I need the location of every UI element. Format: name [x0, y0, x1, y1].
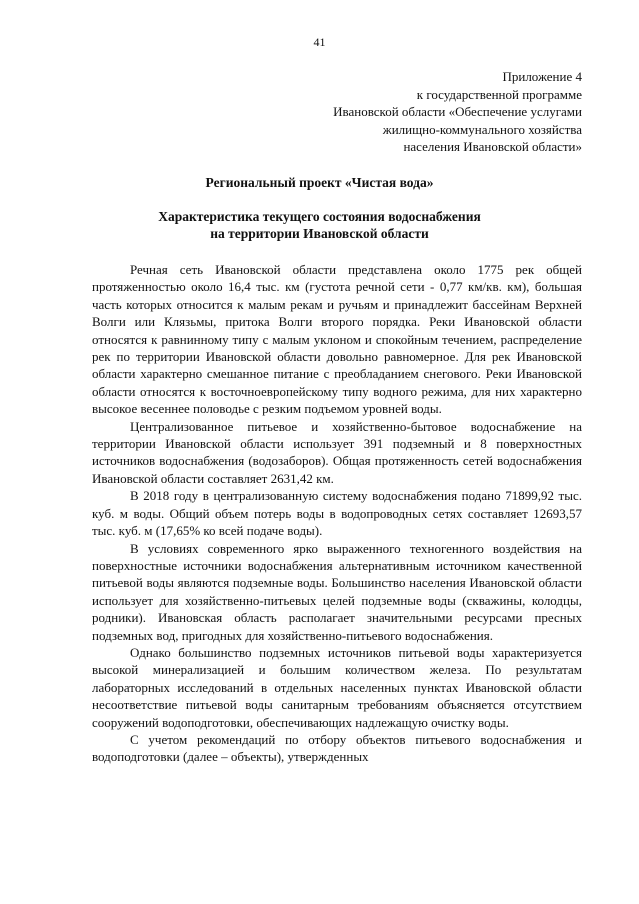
section-heading-line: Характеристика текущего состояния водоснабжения	[158, 209, 481, 224]
appendix-line: жилищно-коммунального хозяйства	[382, 121, 582, 137]
appendix-line: к государственной программе	[416, 86, 582, 102]
paragraph: Однако большинство подземных источников питьевой воды характеризуется высокой минерализацией и большим количеством железа. По результатам лабораторных исследований в отдельных населенных пунктах Ивановской области несоответствие питьевой воды санитарным требованиям объясняется отсутствием сооружений водоподготовки, обеспечивающих надлежащую очистку воды.	[92, 644, 582, 730]
appendix-line: Приложение 4	[502, 69, 582, 84]
section-heading-line: на территории Ивановской области	[210, 226, 429, 242]
paragraph: В условиях современного ярко выраженного техногенного воздействия на поверхностные источники водоснабжения альтернативным источником качественной питьевой воды являются подземные воды. Большинство населения Ивановской области использует для хозяйственно-питьевых целей подземные воды (скважины, колодцы, родники). Ивановская область располагает значительными ресурсами пресных подземных вод, пригодных для хозяйственно-питьевого водоснабжения.	[92, 540, 582, 643]
paragraph: Централизованное питьевое и хозяйственно-бытовое водоснабжение на территории Ивановской области использует 391 подземный и 8 поверхностных источников водоснабжения (водозаборов). Общая протяженность сетей водоснабжения Ивановской области составляет 2631,42 км.	[92, 418, 582, 486]
project-heading: Региональный проект «Чистая вода»	[205, 175, 434, 190]
paragraph: В 2018 году в централизованную систему водоснабжения подано 71899,92 тыс. куб. м воды. Общий объем потерь воды в водопроводных сетях составляет 12693,57 тыс. куб. м (17,65% ко всей подаче воды).	[92, 488, 582, 539]
paragraph: Речная сеть Ивановской области представлена около 1775 рек общей протяженностью около 16,4 тыс. км (густота речной сети - 0,77 км/кв. км), большая часть которых относится к малым рекам и ручьям и принадлежит бассейнам Верхней Волги или Клязьмы, притока Волги второго порядка. Реки Ивановской области относятся к равнинному типу с малым уклоном и спокойным течением, распределение рек по территории Ивановской области довольно равномерное. Для рек Ивановской области характерно смешанное питание с преобладанием снегового. Реки Ивановской области относятся к восточноевропейскому типу водного режима, для них характерно высокое весеннее половодье с резким подъемом уровней воды.	[92, 262, 582, 417]
appendix-line: населения Ивановской области»	[403, 139, 582, 155]
body-text	[92, 261, 582, 766]
page-number: 41	[313, 35, 326, 49]
appendix-line: Ивановской области «Обеспечение услугами	[333, 104, 582, 120]
appendix-block	[270, 68, 582, 156]
section-heading	[80, 208, 559, 243]
paragraph: С учетом рекомендаций по отбору объектов питьевого водоснабжения и водоподготовки (далее – объекты), утвержденных	[92, 731, 582, 765]
